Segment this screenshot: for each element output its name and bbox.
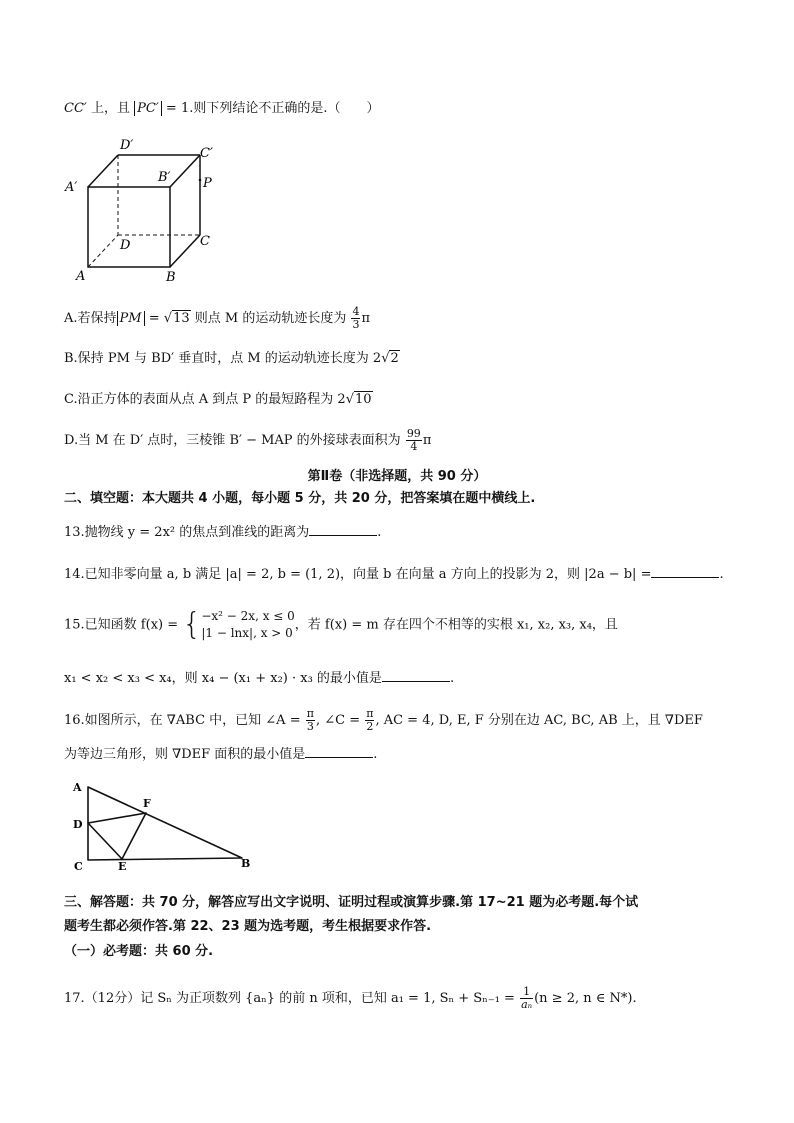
section2-title: 第Ⅱ卷（非选择题，共 90 分）	[307, 469, 487, 484]
frac-pi-2: $\frac{\pi}{2}$	[366, 707, 374, 733]
q16-line2: 为等边三角形，则 ∇DEF 面积的最小值是 .	[64, 747, 378, 762]
q12-option-d: D.当 M 在 D′ 点时，三棱锥 B′ − MAP 的外接球表面积为 $\frac{99}{4}$ π	[64, 427, 432, 453]
q15-line2: x₁ < x₂ < x₃ < x₄，则 x₄ − (x₁ + x₂) · x₃ 的最小值是 .	[64, 671, 455, 686]
q12-intro: CC′ 上，且 PC′ = 1.则下列结论不正确的是.（ ）	[64, 101, 380, 116]
frac-4-3: $\frac{4}{3}$	[352, 305, 360, 331]
fig-label-B: B	[241, 857, 251, 870]
section3-heading-2: 题考生都必须作答.第 22、23 题为选考题，考生根据要求作答.	[64, 919, 432, 934]
label-Bp: B′	[158, 170, 171, 185]
label-Cp: C′	[200, 146, 213, 161]
triangle-figure	[64, 775, 264, 870]
answer-blank[interactable]	[305, 745, 373, 758]
section2-heading: 二、填空题：本大题共 4 小题，每小题 5 分，共 20 分，把答案填在题中横线上.	[64, 491, 536, 506]
piecewise-cases: −x² − 2x, x ≤ 0 |1 − lnx|, x > 0	[201, 609, 295, 640]
cube-front-face	[88, 187, 170, 267]
cube-figure	[60, 135, 230, 285]
q12-option-b: B.保持 PM 与 BD′ 垂直时，点 M 的运动轨迹长度为 2√2	[64, 351, 399, 366]
fig-label-E: E	[118, 860, 127, 870]
q14: 14.已知非零向量 a, b 满足 |a| = 2, b = (1, 2)，向量 b 在向量 a 方向上的投影为 2，则 |2a − b| = .	[64, 567, 724, 582]
answer-blank[interactable]	[382, 669, 450, 682]
section3-subheading: （一）必考题：共 60 分.	[64, 944, 214, 959]
fig-label-D: D	[73, 818, 83, 831]
label-P: P	[203, 176, 212, 191]
label-D: D	[120, 238, 131, 253]
label-B: B	[166, 270, 176, 285]
q12-option-a: A.若保持 PM = √13 则点 M 的运动轨迹长度为 $\frac{4}{3}$ π	[64, 305, 370, 331]
q13: 13.抛物线 y = 2x² 的焦点到准线的距离为 .	[64, 525, 382, 540]
label-A: A	[76, 269, 86, 284]
label-Dp: D′	[120, 138, 134, 153]
q17: 17.（12分）记 Sₙ 为正项数列 {aₙ} 的前 n 项和，已知 a₁ = 1, Sₙ + Sₙ₋₁ = $\frac{1}{\text{aₙ}}$ (n ≥ 2, n ∈ N*).	[64, 985, 637, 1011]
answer-blank[interactable]	[651, 565, 719, 578]
fig-label-A: A	[73, 781, 82, 794]
triangle-abc	[88, 787, 242, 860]
label-C: C	[200, 234, 210, 249]
frac-pi-3: $\frac{\pi}{3}$	[306, 707, 314, 733]
fig-label-F: F	[143, 797, 151, 810]
frac-99-4: $\frac{99}{4}$	[406, 427, 421, 453]
label-Ap: A′	[65, 180, 78, 195]
fig-label-C: C	[74, 860, 83, 870]
q16-line1: 16.如图所示，在 ∇ABC 中，已知 ∠A = $\frac{\pi}{3}$ , ∠C = $\frac{\pi}{2}$ , AC = 4, D, E, F 分别在边 AC, BC, AB 上，且 ∇DEF	[64, 707, 703, 733]
triangle-def	[88, 813, 146, 859]
answer-blank[interactable]	[309, 523, 377, 536]
piecewise-brace: {	[182, 607, 202, 642]
section3-heading-1: 三、解答题：共 70 分，解答应写出文字说明、证明过程或演算步骤.第 17~21 题为必考题.每个试	[64, 895, 639, 910]
q12-option-c: C.沿正方体的表面从点 A 到点 P 的最短路程为 2√10	[64, 392, 372, 407]
frac-1-an: $\frac{1}{\text{aₙ}}$	[521, 985, 533, 1011]
q15-line1: 15.已知函数 f(x) = { −x² − 2x, x ≤ 0 |1 − lnx|, x > 0 ，若 f(x) = m 存在四个不相等的实根 x₁, x₂, x₃, x₄，且	[64, 607, 618, 642]
